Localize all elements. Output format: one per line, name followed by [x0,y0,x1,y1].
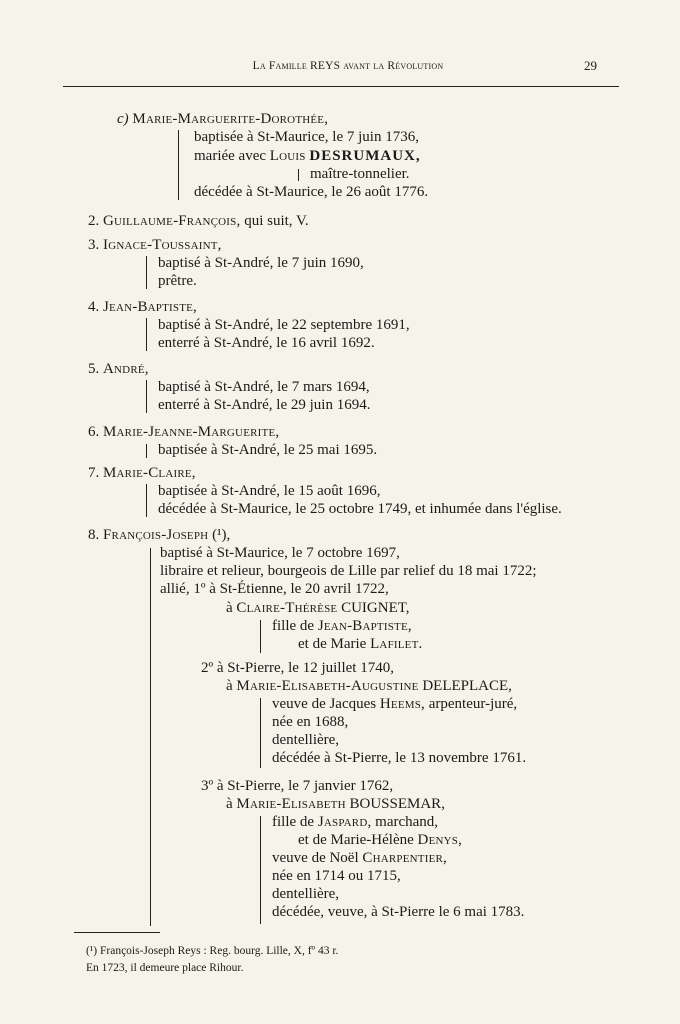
footnote-line-2: En 1723, il demeure place Rihour. [86,962,244,974]
entry-3-name: Ignace-Toussaint, [103,237,222,253]
entry-8-wife3: à Marie-Elisabeth BOUSSEMAR, [226,796,445,812]
entry-8-first-marriage: allié, 1º à St-Étienne, le 20 avril 1722, [160,581,389,597]
wife1-surname: CUIGNET, [341,600,410,616]
header-rule [63,86,619,87]
entry-5-name: André, [103,361,149,377]
entry-4-line1: baptisé à St-André, le 22 septembre 1691, [158,317,410,333]
entry-8-wife1-father: fille de Jean-Baptiste, [272,618,412,634]
entry-8-wife3-widow: veuve de Noël Charpentier, [272,850,447,866]
footnote-line-1: (¹) François-Joseph Reys : Reg. bourg. Lille, X, fº 43 r. [86,945,339,957]
entry-c-name: Marie-Marguerite-Dorothée, [132,111,329,127]
entry-3-line2: prêtre. [158,273,197,289]
entry-8-wife3-death: décédée, veuve, à St-Pierre le 6 mai 1783. [272,904,525,920]
bracket-line [146,484,147,517]
bracket-line [146,444,147,458]
entry-3-line1: baptisé à St-André, le 7 juin 1690, [158,255,364,271]
entry-8-occupation: libraire et relieur, bourgeois de Lille par relief du 18 mai 1722; [160,563,537,579]
entry-4-line2: enterré à St-André, le 16 avril 1692. [158,335,375,351]
entry-8-wife2-widow: veuve de Jacques Heems, arpenteur-juré, [272,696,518,712]
entry-5-heading: 5. André, [88,361,149,377]
entry-8-wife2-occupation: dentellière, [272,732,340,748]
bracket-line [146,318,147,351]
bracket-line [260,698,261,768]
entry-4-name: Jean-Baptiste, [103,299,197,315]
entry-7-name: Marie-Claire, [103,465,196,481]
entry-c-death: décédée à St-Maurice, le 26 août 1776. [194,184,429,200]
running-head [0,60,680,80]
bracket-line [150,548,151,926]
entry-8-name: François-Joseph [103,527,209,543]
entry-8-wife1: à Claire-Thérèse CUIGNET, [226,600,410,616]
wife2-surname: DELEPLACE, [422,678,512,694]
page-number: 29 [584,58,597,73]
entry-6-line1: baptisée à St-André, le 25 mai 1695. [158,442,378,458]
entry-8-wife1-mother: et de Marie Lafilet. [298,636,423,652]
bracket-line [298,169,299,181]
entry-8-baptism: baptisé à St-Maurice, le 7 octobre 1697, [160,545,400,561]
bracket-line [146,380,147,413]
entry-8-wife3-occupation: dentellière, [272,886,340,902]
entry-2: 2. Guillaume-François, qui suit, V. [88,213,309,229]
bracket-line [178,130,179,200]
entry-8-wife2-death: décédée à St-Pierre, le 13 novembre 1761. [272,750,527,766]
footnote-mark: (¹) [86,945,98,957]
running-head-title: La Famille REYS avant la Révolution [252,60,444,72]
entry-c-heading: c) Marie-Marguerite-Dorothée, [117,111,329,127]
entry-8-wife3-birth: née en 1714 ou 1715, [272,868,401,884]
entry-8-wife3-father: fille de Jaspard, marchand, [272,814,439,830]
entry-8-third-marriage: 3º à St-Pierre, le 7 janvier 1762, [201,778,394,794]
bracket-line [260,620,261,653]
entry-c-marriage: mariée avec Louis DESRUMAUX, [194,148,421,164]
footnote-rule [74,932,160,933]
entry-8-second-marriage: 2º à St-Pierre, le 12 juillet 1740, [201,660,394,676]
entry-7-heading: 7. Marie-Claire, [88,465,196,481]
entry-7-line1: baptisée à St-André, le 15 août 1696, [158,483,381,499]
entry-8-heading: 8. François-Joseph (¹), [88,527,231,543]
entry-5-line2: enterré à St-André, le 29 juin 1694. [158,397,371,413]
entry-6-heading: 6. Marie-Jeanne-Marguerite, [88,424,280,440]
wife3-surname: BOUSSEMAR, [349,796,445,812]
entry-c-baptism: baptisée à St-Maurice, le 7 juin 1736, [194,129,419,145]
footnote-reference: (¹), [212,527,231,543]
bracket-line [260,816,261,924]
entry-3-heading: 3. Ignace-Toussaint, [88,237,222,253]
entry-c-occupation: maître-tonnelier. [310,166,410,182]
entry-8-wife3-mother: et de Marie-Hélène Denys, [298,832,463,848]
entry-c-spouse-surname: DESRUMAUX, [309,148,421,164]
entry-8-wife2-birth: née en 1688, [272,714,349,730]
entry-6-name: Marie-Jeanne-Marguerite, [103,424,280,440]
entry-7-line2: décédée à St-Maurice, le 25 octobre 1749, et inhumée dans l'église. [158,501,562,517]
entry-5-line1: baptisé à St-André, le 7 mars 1694, [158,379,370,395]
bracket-line [146,256,147,289]
entry-2-name: Guillaume-François, [103,213,241,229]
entry-4-heading: 4. Jean-Baptiste, [88,299,197,315]
entry-8-wife2: à Marie-Elisabeth-Augustine DELEPLACE, [226,678,512,694]
